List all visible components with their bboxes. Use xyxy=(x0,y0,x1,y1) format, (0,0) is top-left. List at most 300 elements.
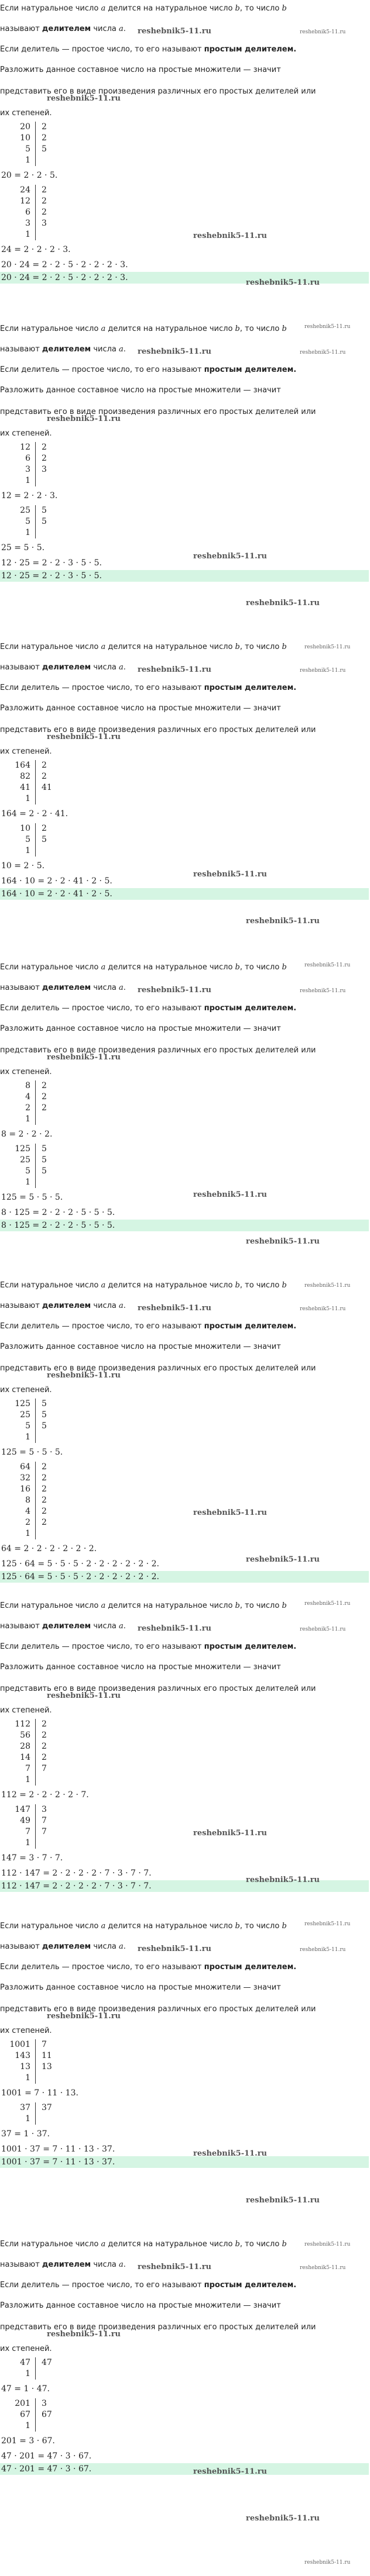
prime-definition-line xyxy=(0,1962,370,1972)
factorization-row xyxy=(8,845,370,857)
definition-text: числа xyxy=(91,983,119,992)
dividend: 5 xyxy=(25,144,30,154)
final-answer: 12 · 25 = 2 · 2 · 3 · 5 · 5. xyxy=(0,570,369,582)
variable-a: a xyxy=(119,983,124,992)
factorization-row xyxy=(8,144,370,155)
definition-text: . xyxy=(123,1942,126,1951)
prime-factor: 2 xyxy=(35,1092,65,1103)
prime-factor xyxy=(35,1432,65,1443)
factorization-column xyxy=(8,122,370,166)
factorization-row xyxy=(8,1752,370,1763)
factorization-result: 25 = 5 · 5. xyxy=(1,543,45,553)
prime-factor xyxy=(35,475,65,486)
dividend: 1 xyxy=(25,2369,30,2378)
factorization-column xyxy=(8,505,370,538)
factorization-row xyxy=(8,218,370,229)
factorization-row xyxy=(8,2062,370,2073)
factorization-row xyxy=(8,1114,370,1125)
decomposition-line xyxy=(0,2026,370,2036)
decomposition-line xyxy=(0,1983,370,1993)
definition-text: называют xyxy=(0,25,42,33)
prime-factor: 2 xyxy=(35,1495,65,1506)
prime-divisor-term: простым делителем. xyxy=(204,45,297,54)
factorization-row xyxy=(8,475,370,486)
factorization-row xyxy=(8,2420,370,2432)
variable-a: a xyxy=(101,1922,106,1931)
watermark: reshebnik5-11.ru xyxy=(193,2149,268,2158)
dividend: 12 xyxy=(20,443,30,452)
final-answer: 20 · 24 = 2 · 2 · 5 · 2 · 2 · 2 · 3. xyxy=(0,272,369,284)
factorization-row xyxy=(8,1462,370,1473)
factorization-result: 112 = 2 · 2 · 2 · 2 · 7. xyxy=(1,1790,89,1800)
factorization-row xyxy=(8,155,370,166)
variable-a: a xyxy=(119,1622,124,1631)
definition-text: числа xyxy=(91,2260,119,2269)
decomposition-line xyxy=(0,747,370,757)
definition-text: Если делитель — простое число, то его называют xyxy=(0,1963,204,1971)
divisor-term: делителем xyxy=(42,663,91,672)
solution-section xyxy=(0,1921,370,2247)
definition-text: Разложить данное составное число на простые множители — значит xyxy=(0,1663,281,1672)
definition-text: Если натуральное число xyxy=(0,1601,101,1610)
factorization-row xyxy=(8,516,370,527)
prime-factor xyxy=(35,155,65,166)
factorization-column xyxy=(8,1399,370,1443)
factorization-row xyxy=(8,1730,370,1741)
variable-b: b xyxy=(235,963,240,972)
variable-b: b xyxy=(235,1281,240,1290)
factorization-result: 20 = 2 · 2 · 5. xyxy=(1,171,58,180)
watermark: reshebnik5-11.ru xyxy=(246,2514,320,2523)
prime-factor: 2 xyxy=(35,1752,65,1763)
definition-text: Если натуральное число xyxy=(0,4,101,13)
factorization-row xyxy=(8,2368,370,2380)
watermark: reshebnik5-11.ru xyxy=(300,1306,346,1312)
definition-text: представить его в виде произведения различных его простых делителей или xyxy=(0,1684,316,1693)
watermark: reshebnik5-11.ru xyxy=(300,350,346,355)
factorization-row xyxy=(8,1838,370,1849)
prime-factor: 2 xyxy=(35,1473,65,1484)
watermark: reshebnik5-11.ru xyxy=(246,1555,320,1564)
definition-text: Разложить данное составное число на простые множители — значит xyxy=(0,1024,281,1033)
definition-line xyxy=(0,4,370,13)
definition-text: их степеней. xyxy=(0,1068,52,1076)
dividend: 10 xyxy=(20,133,30,143)
watermark: reshebnik5-11.ru xyxy=(193,870,268,879)
factorization-row xyxy=(8,2398,370,2409)
prime-factor: 2 xyxy=(35,122,65,133)
definition-text: их степеней. xyxy=(0,1706,52,1715)
dividend: 37 xyxy=(20,2103,30,2112)
prime-factor: 5 xyxy=(35,1399,65,1410)
divisor-term: делителем xyxy=(42,983,91,992)
variable-a: a xyxy=(101,1281,106,1290)
definition-text: делится на натуральное число xyxy=(105,4,235,13)
dividend: 7 xyxy=(25,1764,30,1773)
prime-factor: 2 xyxy=(35,1484,65,1495)
dividend: 4 xyxy=(25,1507,30,1516)
dividend: 147 xyxy=(15,1805,30,1814)
watermark: reshebnik5-11.ru xyxy=(47,415,121,423)
prime-factor: 5 xyxy=(35,516,65,527)
factorization-row xyxy=(8,464,370,475)
factorization-row xyxy=(8,782,370,793)
dividend: 6 xyxy=(25,454,30,463)
definition-text: представить его в виде произведения различных его простых делителей или xyxy=(0,2323,316,2332)
watermark: reshebnik5-11.ru xyxy=(138,347,212,356)
variable-b: b xyxy=(235,1601,240,1610)
definition-line xyxy=(0,1280,370,1290)
factorization-column xyxy=(8,442,370,486)
definition-text: называют xyxy=(0,983,42,992)
prime-factor: 2 xyxy=(35,1730,65,1741)
prime-factor: 3 xyxy=(35,2398,65,2409)
variable-b: b xyxy=(282,324,287,333)
factorization-row xyxy=(8,1826,370,1838)
prime-factor: 2 xyxy=(35,1517,65,1528)
prime-divisor-term: простым делителем. xyxy=(204,1963,297,1971)
factorization-row xyxy=(8,1144,370,1155)
dividend: 2 xyxy=(25,1518,30,1527)
definition-text: представить его в виде произведения различных его простых делителей или xyxy=(0,1364,316,1373)
dividend: 164 xyxy=(15,761,30,770)
definition-text: их степеней. xyxy=(0,747,52,756)
definition-text: делится на натуральное число xyxy=(105,324,235,333)
watermark: reshebnik5-11.ru xyxy=(246,917,320,926)
factorization-row xyxy=(8,823,370,834)
dividend: 1 xyxy=(25,2421,30,2430)
prime-divisor-term: простым делителем. xyxy=(204,683,297,692)
definition-text: числа xyxy=(91,1622,119,1631)
definition-text: называют xyxy=(0,663,42,672)
factorization-row xyxy=(8,793,370,804)
solution-section xyxy=(0,4,370,330)
final-answer: 8 · 125 = 2 · 2 · 2 · 5 · 5 · 5. xyxy=(0,1220,369,1231)
factorization-row xyxy=(8,1473,370,1484)
definition-text: Разложить данное составное число на простые множители — значит xyxy=(0,704,281,713)
factorization-result: 10 = 2 · 5. xyxy=(1,861,45,871)
factorization-row xyxy=(8,1774,370,1786)
dividend: 6 xyxy=(25,208,30,217)
prime-definition-line xyxy=(0,365,370,375)
definition-text: делится на натуральное число xyxy=(105,1601,235,1610)
factorization-row xyxy=(8,760,370,771)
watermark: reshebnik5-11.ru xyxy=(47,1691,121,1700)
solution-section xyxy=(0,642,370,968)
factorization-row xyxy=(8,2039,370,2050)
definition-text: Если делитель — простое число, то его называют xyxy=(0,365,204,374)
decomposition-line xyxy=(0,2301,370,2311)
factorization-result: 147 = 3 · 7 · 7. xyxy=(1,1853,63,1863)
definition-text: Если натуральное число xyxy=(0,963,101,972)
factorization-result: 37 = 1 · 37. xyxy=(1,2129,50,2139)
variable-a: a xyxy=(101,643,106,651)
definition-text: делится на натуральное число xyxy=(105,1281,235,1290)
definition-text: Если натуральное число xyxy=(0,324,101,333)
definition-text: , то число xyxy=(239,1601,282,1610)
dividend: 16 xyxy=(20,1484,30,1494)
decomposition-line xyxy=(0,1024,370,1034)
watermark: reshebnik5-11.ru xyxy=(138,1624,212,1633)
prime-factor xyxy=(35,2114,65,2125)
prime-factor: 5 xyxy=(35,505,65,516)
dividend: 13 xyxy=(20,2062,30,2071)
prime-factor: 47 xyxy=(35,2357,65,2368)
watermark: reshebnik5-11.ru xyxy=(300,668,346,674)
dividend: 28 xyxy=(20,1742,30,1751)
factorization-row xyxy=(8,2050,370,2062)
prime-divisor-term: простым делителем. xyxy=(204,1004,297,1013)
factorization-column xyxy=(8,1462,370,1539)
decomposition-line xyxy=(0,108,370,118)
dividend: 1 xyxy=(25,2073,30,2083)
definition-text: Разложить данное составное число на простые множители — значит xyxy=(0,2301,281,2310)
factorization-row xyxy=(8,1741,370,1752)
prime-factor xyxy=(35,527,65,538)
prime-factor xyxy=(35,1838,65,1849)
variable-b: b xyxy=(282,2240,287,2249)
watermark: reshebnik5-11.ru xyxy=(47,2012,121,2021)
definition-text: Если делитель — простое число, то его называют xyxy=(0,1004,204,1013)
factorization-row xyxy=(8,122,370,133)
watermark: reshebnik5-11.ru xyxy=(304,324,351,330)
watermark: reshebnik5-11.ru xyxy=(300,29,346,35)
factorization-column xyxy=(8,1080,370,1125)
dividend: 10 xyxy=(20,824,30,833)
watermark: reshebnik5-11.ru xyxy=(246,278,320,287)
dividend: 1 xyxy=(25,846,30,855)
dividend: 112 xyxy=(15,1719,30,1729)
watermark: reshebnik5-11.ru xyxy=(193,232,268,240)
variable-b: b xyxy=(235,1922,240,1931)
definition-text: делится на натуральное число xyxy=(105,1922,235,1931)
product-expression: 164 · 10 = 2 · 2 · 41 · 2 · 5. xyxy=(1,876,112,886)
variable-b: b xyxy=(282,1922,287,1931)
dividend: 64 xyxy=(20,1462,30,1472)
dividend: 2 xyxy=(25,1103,30,1113)
watermark: reshebnik5-11.ru xyxy=(300,1947,346,1953)
dividend: 8 xyxy=(25,1081,30,1090)
prime-factor: 2 xyxy=(35,1741,65,1752)
watermark: reshebnik5-11.ru xyxy=(304,1601,351,1607)
definition-text: Если делитель — простое число, то его называют xyxy=(0,1642,204,1651)
product-expression: 20 · 24 = 2 · 2 · 5 · 2 · 2 · 2 · 3. xyxy=(1,260,128,270)
definition-line xyxy=(0,2239,370,2249)
factorization-column xyxy=(8,1719,370,1786)
watermark: reshebnik5-11.ru xyxy=(304,1921,351,1927)
factorization-column xyxy=(8,2398,370,2432)
product-expression: 47 · 201 = 47 · 3 · 67. xyxy=(1,2451,92,2461)
definition-text: Разложить данное составное число на простые множители — значит xyxy=(0,386,281,395)
dividend: 1 xyxy=(25,1529,30,1538)
watermark: reshebnik5-11.ru xyxy=(246,1876,320,1884)
factorization-row xyxy=(8,442,370,453)
watermark: reshebnik5-11.ru xyxy=(304,962,351,968)
definition-text: числа xyxy=(91,345,119,354)
definition-text: представить его в виде произведения различных его простых делителей или xyxy=(0,1046,316,1055)
watermark: reshebnik5-11.ru xyxy=(138,2263,212,2271)
variable-b: b xyxy=(282,1601,287,1610)
definition-text: Если натуральное число xyxy=(0,1922,101,1931)
definition-text: . xyxy=(123,1622,126,1631)
factorization-row xyxy=(8,1080,370,1092)
definition-line xyxy=(0,1601,370,1611)
definition-text: Если делитель — простое число, то его называют xyxy=(0,2281,204,2290)
variable-a: a xyxy=(119,663,124,672)
prime-factor: 2 xyxy=(35,133,65,144)
dividend: 82 xyxy=(20,772,30,781)
prime-divisor-term: простым делителем. xyxy=(204,1642,297,1651)
watermark: reshebnik5-11.ru xyxy=(47,94,121,103)
decomposition-line xyxy=(0,703,370,713)
variable-b: b xyxy=(282,963,287,972)
prime-factor: 5 xyxy=(35,1410,65,1421)
factorization-row xyxy=(8,185,370,196)
factorization-column xyxy=(8,2039,370,2084)
prime-factor: 7 xyxy=(35,1815,65,1826)
prime-factor: 5 xyxy=(35,834,65,845)
variable-b: b xyxy=(235,2240,240,2249)
factorization-column xyxy=(8,2357,370,2380)
variable-b: b xyxy=(235,4,240,13)
definition-text: делится на натуральное число xyxy=(105,2240,235,2249)
product-expression: 125 · 64 = 5 · 5 · 5 · 2 · 2 · 2 · 2 · 2 · 2. xyxy=(1,1559,159,1569)
definition-text: представить его в виде произведения различных его простых делителей или xyxy=(0,87,316,96)
prime-factor: 3 xyxy=(35,1804,65,1815)
prime-factor: 7 xyxy=(35,1763,65,1774)
factorization-result: 201 = 3 · 67. xyxy=(1,2436,55,2446)
factorization-result: 24 = 2 · 2 · 2 · 3. xyxy=(1,245,71,254)
factorization-column xyxy=(8,1144,370,1188)
watermark: reshebnik5-11.ru xyxy=(246,599,320,607)
dividend: 4 xyxy=(25,1092,30,1101)
definition-text: . xyxy=(123,1301,126,1310)
variable-a: a xyxy=(119,345,124,354)
final-answer: 47 · 201 = 47 · 3 · 67. xyxy=(0,2463,369,2475)
dividend: 41 xyxy=(20,783,30,792)
solution-section xyxy=(0,1280,370,1607)
dividend: 32 xyxy=(20,1473,30,1483)
definition-text: . xyxy=(123,983,126,992)
prime-factor: 7 xyxy=(35,1826,65,1838)
variable-a: a xyxy=(101,324,106,333)
definition-text: Если делитель — простое число, то его называют xyxy=(0,1322,204,1331)
definition-text: Если натуральное число xyxy=(0,2240,101,2249)
divisor-term: делителем xyxy=(42,1622,91,1631)
decomposition-line xyxy=(0,1705,370,1715)
watermark: reshebnik5-11.ru xyxy=(47,1053,121,1062)
prime-divisor-term: простым делителем. xyxy=(204,1322,297,1331)
definition-text: их степеней. xyxy=(0,429,52,438)
prime-divisor-term: простым делителем. xyxy=(204,2281,297,2290)
factorization-result: 125 = 5 · 5 · 5. xyxy=(1,1193,63,1202)
factorization-column xyxy=(8,185,370,240)
dividend: 3 xyxy=(25,219,30,228)
variable-a: a xyxy=(101,963,106,972)
definition-text: числа xyxy=(91,663,119,672)
watermark: reshebnik5-11.ru xyxy=(138,665,212,674)
dividend: 56 xyxy=(20,1731,30,1740)
decomposition-line xyxy=(0,65,370,75)
watermark: reshebnik5-11.ru xyxy=(246,1237,320,1246)
decomposition-line xyxy=(0,1662,370,1672)
final-answer: 1001 · 37 = 7 · 11 · 13 · 37. xyxy=(0,2156,369,2168)
dividend: 14 xyxy=(20,1753,30,1762)
factorization-column xyxy=(8,760,370,804)
prime-factor: 2 xyxy=(35,196,65,207)
factorization-row xyxy=(8,1410,370,1421)
prime-factor: 2 xyxy=(35,453,65,464)
watermark: reshebnik5-11.ru xyxy=(193,1829,268,1838)
definition-text: называют xyxy=(0,2260,42,2269)
prime-definition-line xyxy=(0,44,370,54)
dividend: 1 xyxy=(25,1432,30,1442)
divisor-term: делителем xyxy=(42,2260,91,2269)
prime-factor: 5 xyxy=(35,1421,65,1432)
definition-text: называют xyxy=(0,1301,42,1310)
factorization-row xyxy=(8,2114,370,2125)
dividend: 1 xyxy=(25,794,30,803)
prime-factor xyxy=(35,793,65,804)
factorization-row xyxy=(8,771,370,782)
dividend: 5 xyxy=(25,1421,30,1431)
prime-factor xyxy=(35,2420,65,2432)
watermark: reshebnik5-11.ru xyxy=(246,2196,320,2205)
watermark: reshebnik5-11.ru xyxy=(300,2265,346,2271)
watermark: reshebnik5-11.ru xyxy=(138,1304,212,1313)
prime-factor xyxy=(35,1774,65,1786)
decomposition-line xyxy=(0,2344,370,2354)
watermark: reshebnik5-11.ru xyxy=(300,988,346,994)
watermark: reshebnik5-11.ru xyxy=(193,2467,268,2476)
decomposition-line xyxy=(0,429,370,438)
variable-b: b xyxy=(282,1281,287,1290)
prime-definition-line xyxy=(0,1003,370,1013)
factorization-row xyxy=(8,1166,370,1177)
definition-text: делится на натуральное число xyxy=(105,963,235,972)
prime-factor xyxy=(35,1177,65,1188)
watermark: reshebnik5-11.ru xyxy=(304,2242,351,2247)
factorization-row xyxy=(8,1103,370,1114)
dividend: 8 xyxy=(25,1496,30,1505)
prime-factor: 2 xyxy=(35,185,65,196)
definition-text: Если натуральное число xyxy=(0,643,101,651)
final-answer: 112 · 147 = 2 · 2 · 2 · 2 · 7 · 3 · 7 · 7. xyxy=(0,1880,369,1892)
dividend: 143 xyxy=(15,2051,30,2060)
dividend: 49 xyxy=(20,1816,30,1825)
variable-b: b xyxy=(282,4,287,13)
factorization-row xyxy=(8,1432,370,1443)
factorization-column xyxy=(8,1804,370,1849)
prime-factor: 2 xyxy=(35,760,65,771)
factorization-row xyxy=(8,527,370,538)
definition-text: представить его в виде произведения различных его простых делителей или xyxy=(0,2005,316,2014)
final-answer: 164 · 10 = 2 · 2 · 41 · 2 · 5. xyxy=(0,888,369,900)
factorization-row xyxy=(8,2073,370,2084)
definition-line xyxy=(0,642,370,652)
watermark: reshebnik5-11.ru xyxy=(193,552,268,561)
prime-factor xyxy=(35,2368,65,2380)
watermark: reshebnik5-11.ru xyxy=(193,1508,268,1517)
dividend: 1 xyxy=(25,528,30,537)
prime-factor: 7 xyxy=(35,2039,65,2050)
factorization-result: 12 = 2 · 2 · 3. xyxy=(1,491,58,500)
prime-factor: 2 xyxy=(35,1506,65,1517)
prime-factor: 2 xyxy=(35,1719,65,1730)
watermark: reshebnik5-11.ru xyxy=(304,1283,351,1289)
prime-definition-line xyxy=(0,683,370,693)
decomposition-line xyxy=(0,1342,370,1352)
